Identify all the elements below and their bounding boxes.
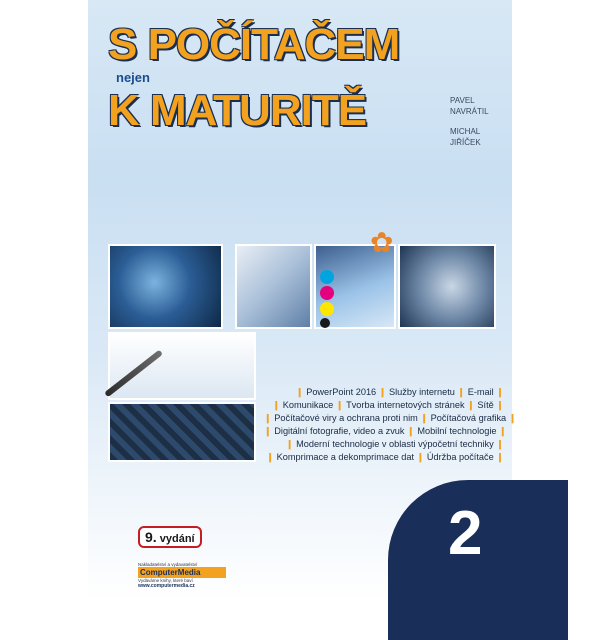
topic: Komprimace a dekomprimace dat xyxy=(276,452,415,462)
publisher-top: Nakladatelství a vydavatelství xyxy=(138,562,198,567)
topic: Počítačová grafika xyxy=(430,413,507,423)
topics-list xyxy=(264,386,517,464)
topic: Komunikace xyxy=(282,400,334,410)
topic: Moderní technologie v oblasti výpočetní techniky xyxy=(296,439,494,449)
spreadsheet-photo xyxy=(235,244,312,329)
topic: Mobilní technologie xyxy=(417,426,497,436)
black-dot xyxy=(320,318,330,328)
author-2-last: JIŘÍČEK xyxy=(450,138,481,147)
publisher-tagline: Vydáváme knihy, které baví xyxy=(138,578,193,583)
publisher-logo: ComputerMedia xyxy=(138,567,226,578)
title-line-2: K MATURITĚ xyxy=(108,86,367,135)
publisher-url: www.computermedia.cz xyxy=(138,583,195,589)
topic-line: ❙ Moderní technologie v oblasti výpočetní techniky ❙ xyxy=(285,439,504,449)
topic-line: ❙ PowerPoint 2016 ❙ Služby internetu ❙ E-mail ❙ xyxy=(295,387,504,397)
topic-line: ❙ Komunikace ❙ Tvorba internetových stránek ❙ Sítě ❙ xyxy=(272,400,504,410)
topic: Digitální fotografie, video a zvuk xyxy=(274,426,405,436)
topic-line: ❙ Počítačové viry a ochrana proti nim ❙ Počítačová grafika ❙ xyxy=(264,413,517,423)
edition-number: 9. xyxy=(145,529,157,545)
book-cover xyxy=(88,0,517,600)
author-1-last: NAVRÁTIL xyxy=(450,107,489,116)
topic: Počítačové viry a ochrana proti nim xyxy=(274,413,418,423)
title-small-word: nejen xyxy=(116,70,150,85)
document-photo xyxy=(108,332,256,400)
cyan-dot xyxy=(320,270,334,284)
topic-line: ❙ Digitální fotografie, video a zvuk ❙ Mobilní technologie ❙ xyxy=(264,426,507,436)
author-1-first: PAVEL xyxy=(450,96,475,105)
topic-line: ❙ Komprimace a dekomprimace dat ❙ Údržba počítače ❙ xyxy=(266,452,504,462)
publisher-block xyxy=(138,562,226,589)
hard-drive-photo xyxy=(398,244,496,329)
topic: Údržba počítače xyxy=(426,452,494,462)
magenta-dot xyxy=(320,286,334,300)
topic: Tvorba internetových stránek xyxy=(346,400,465,410)
authors xyxy=(450,96,489,149)
butterfly-icon: ✿ xyxy=(370,227,394,258)
volume-number: 2 xyxy=(448,499,483,568)
topic: E-mail xyxy=(467,387,494,397)
chip-photo xyxy=(108,402,256,462)
edition-badge xyxy=(138,526,202,548)
topic: Sítě xyxy=(477,400,494,410)
topic: PowerPoint 2016 xyxy=(306,387,377,397)
yellow-dot xyxy=(320,302,334,316)
author-2-first: MICHAL xyxy=(450,127,481,136)
edition-label: vydání xyxy=(159,533,195,545)
topic: Služby internetu xyxy=(388,387,455,397)
fan-photo xyxy=(108,244,223,329)
title-line-1: S POČÍTAČEM xyxy=(108,20,400,69)
